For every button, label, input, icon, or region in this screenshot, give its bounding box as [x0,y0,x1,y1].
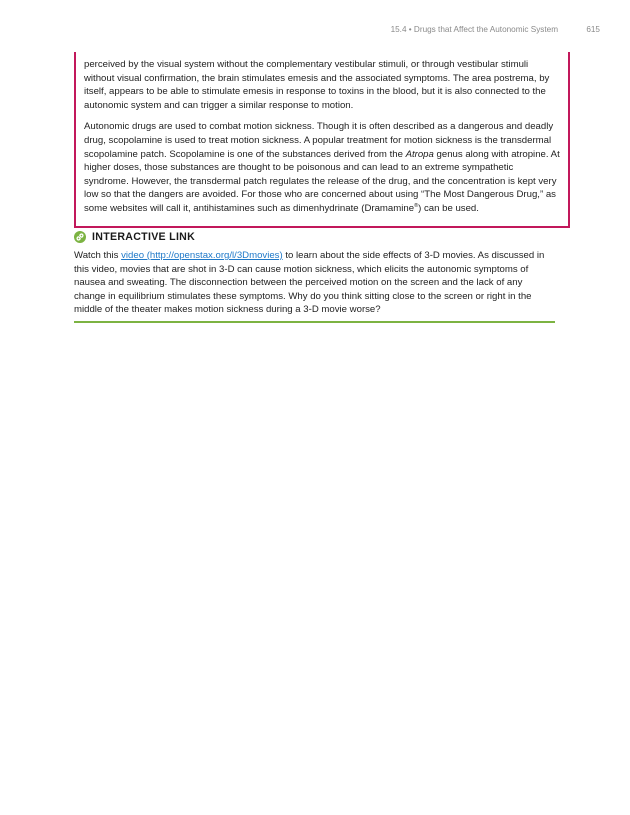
interactive-link-header [74,229,555,245]
section-divider [74,321,555,323]
body-text: Watch this [74,250,122,261]
section-title: 15.4 • Drugs that Affect the Autonomic System [390,25,559,34]
paragraph-text: genus along with atropine. At higher doses, those substances are thought to be poisonous and can lead to an extreme sympathetic syndrome. However, the transdermal patch regulates the release of the drug, and the concentration is kept very low so that the dangers are avoided. For those who are concerned about using “The Most Dangerous Drug,” as some websites will call it, antihistamines such as dimenhydrinate (Dramamine [84,148,560,214]
paragraph-text: Autonomic drugs are used to combat motion sickness. Though it is often described as a dangerous and deadly drug, scopolamine is used to treat motion sickness. A popular treatment for motion sickness is the transdermal scopolamine patch. Scopolamine is one of the substances derived from the [84,121,554,160]
page-number: 615 [586,25,600,34]
genus-name: Atropa [405,148,434,160]
registered-mark: ® [414,202,419,209]
paragraph-text: ) can be used. [418,202,479,214]
interactive-link-title: INTERACTIVE LINK [92,231,196,243]
feature-box [74,52,570,228]
interactive-link-section [74,229,555,323]
running-header [60,25,600,34]
feature-paragraph-2 [84,120,560,215]
link-icon [74,231,86,243]
video-link[interactable]: video (http://openstax.org/l/3Dmovies) [121,250,283,261]
feature-paragraph-1: perceived by the visual system without the complementary vestibular stimuli, or through vestibular stimuli without visual confirmation, the brain stimulates emesis and the associated symptoms. The area postrema, by itself, appears to be able to stimulate emesis in response to toxins in the blood, but it is also connected to the autonomic system and can trigger a similar response to motion. [84,59,550,111]
body-text: to learn about the side effects of 3-D movies. As discussed in this video, movies that are shot in 3-D can cause motion sickness, which elicits the autonomic symptoms of nausea and sweating. The disconnection between the perceived motion on the screen and the lack of any change in equilibrium stimulates these symptoms. Why do you think sitting close to the screen or right in the middle of the theater makes motion sickness during a 3-D movie worse? [74,250,545,316]
interactive-link-body [74,249,555,317]
